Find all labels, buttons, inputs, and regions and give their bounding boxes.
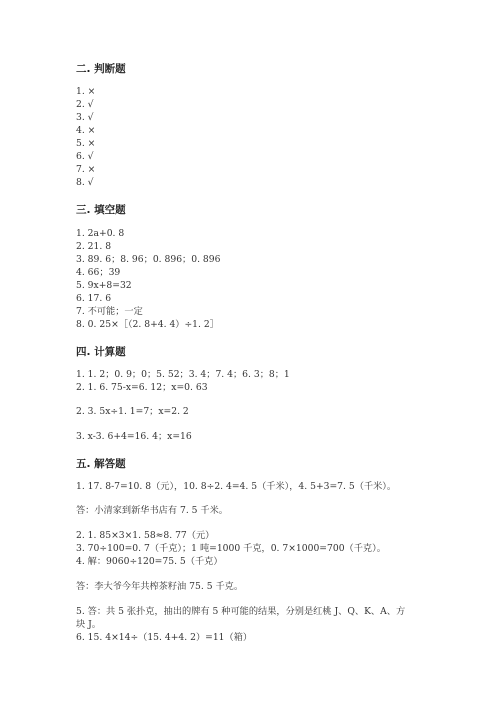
word-problem-line-4: 3. 70÷100=0. 7（千克）；1 吨=1000 千克，0. 7×1000=700（千克）。 [76, 543, 386, 554]
word-problem-line-6: 答：李大爷今年共榨茶籽油 75. 5 千克。 [76, 581, 244, 592]
fill-in-answer-7: 7. 不可能；一定 [76, 306, 143, 317]
word-problem-line-3: 2. 1. 85×3×1. 58≈8. 77（元） [76, 530, 215, 541]
judgement-answer-2: 2. √ [76, 99, 94, 110]
fill-in-answer-2: 2. 21. 8 [76, 241, 112, 252]
fill-in-answer-6: 6. 17. 6 [76, 293, 112, 304]
fill-in-answer-5: 5. 9x+8=32 [76, 280, 132, 291]
judgement-answer-6: 6. √ [76, 151, 94, 162]
calculation-answer-4: 3. x-3. 6+4=16. 4；x=16 [76, 431, 192, 442]
fill-in-answer-8: 8. 0. 25×［（2. 8+4. 4）÷1. 2］ [76, 319, 219, 330]
calculation-answer-1: 1. 1. 2；0. 9；0；5. 52；3. 4；7. 4；6. 3；8；1 [76, 369, 290, 380]
word-problem-line-8: 块 J。 [76, 619, 101, 630]
calculation-answer-2: 2. 1. 6. 75-x=6. 12；x=0. 63 [76, 382, 208, 393]
judgement-answer-4: 4. × [76, 125, 96, 136]
fill-in-answer-4: 4. 66；39 [76, 267, 121, 278]
section-title-judgement: 二. 判断题 [76, 63, 126, 75]
judgement-answer-1: 1. × [76, 86, 96, 97]
judgement-answer-5: 5. × [76, 138, 96, 149]
calculation-answer-3: 2. 3. 5x÷1. 1=7；x=2. 2 [76, 406, 189, 417]
word-problem-line-2: 答：小清家到新华书店有 7. 5 千米。 [76, 505, 228, 516]
word-problem-line-7: 5. 答：共 5 张扑克，抽出的牌有 5 种可能的结果，分别是红桃 J、Q、K、A、方 [76, 606, 406, 617]
judgement-answer-8: 8. √ [76, 177, 94, 188]
word-problem-line-1: 1. 17. 8-7=10. 8（元），10. 8÷2. 4=4. 5（千米），4. 5+3=7. 5（千米）。 [76, 481, 397, 492]
judgement-answer-7: 7. × [76, 164, 96, 175]
judgement-answer-3: 3. √ [76, 112, 94, 123]
word-problem-line-5: 4. 解：9060÷120=75. 5（千克） [76, 556, 223, 567]
section-title-calculation: 四. 计算题 [76, 346, 126, 358]
word-problem-line-9: 6. 15. 4×14÷（15. 4+4. 2）=11（箱） [76, 632, 253, 643]
section-title-word-problems: 五. 解答题 [76, 458, 126, 470]
section-title-fill-in: 三. 填空题 [76, 204, 126, 216]
fill-in-answer-3: 3. 89. 6；8. 96；0. 896；0. 896 [76, 254, 221, 265]
fill-in-answer-1: 1. 2a+0. 8 [76, 228, 125, 239]
